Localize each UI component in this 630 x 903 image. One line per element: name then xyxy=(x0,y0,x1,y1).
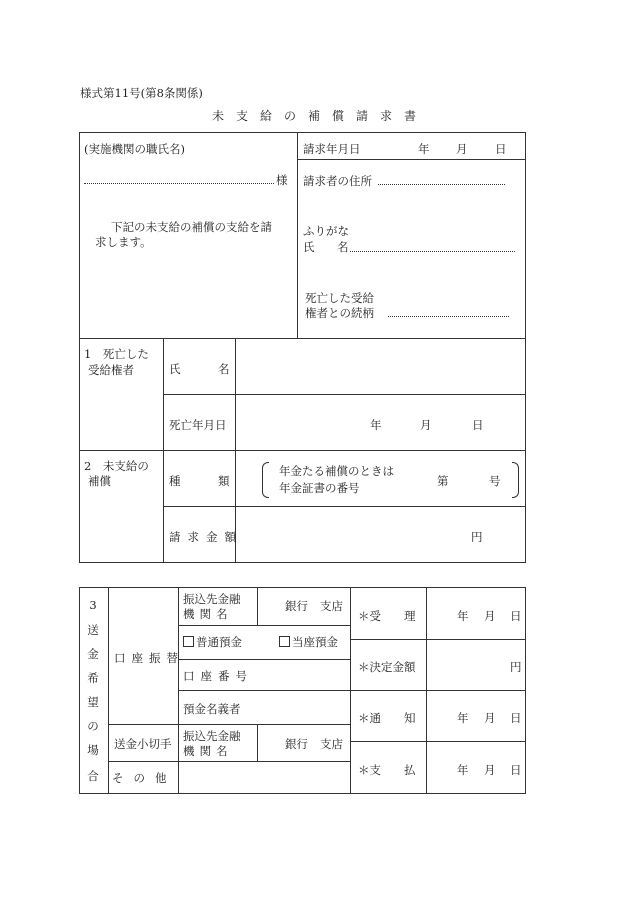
right-bracket xyxy=(512,462,519,498)
deceased-name-field[interactable] xyxy=(237,340,523,392)
relation-field[interactable] xyxy=(388,316,509,317)
payment-month: 月 xyxy=(484,763,496,777)
notice-label: ＊通 知 xyxy=(358,711,416,725)
payment-label: ＊支 払 xyxy=(358,763,416,777)
account-number-label: 口座番号 xyxy=(183,669,253,683)
section3-title-char-1: 送 xyxy=(87,623,99,637)
receipt-label: ＊受 理 xyxy=(358,609,416,623)
type-label-1: 種 xyxy=(169,474,181,488)
request-date-day: 日 xyxy=(495,142,507,156)
remittance-check-label: 送金小切手 xyxy=(114,737,172,751)
pension-go: 号 xyxy=(489,474,501,488)
receipt-month: 月 xyxy=(484,609,496,623)
section3-title-char-2: 金 xyxy=(87,647,99,661)
death-date-year: 年 xyxy=(370,418,382,432)
death-date-month: 月 xyxy=(420,418,432,432)
request-text-line1: 下記の未支給の補償の支給を請 xyxy=(111,220,272,234)
check-bank-label-2: 機関名 xyxy=(183,744,233,758)
account-holder-field[interactable] xyxy=(258,692,348,723)
section2-title-2: 補償 xyxy=(88,474,111,488)
deceased-name-label-2: 名 xyxy=(218,362,230,376)
death-date-label: 死亡年月日 xyxy=(169,418,227,432)
ordinary-deposit-option[interactable] xyxy=(183,634,242,650)
ordinary-deposit-label: 普通預金 xyxy=(196,635,242,649)
current-deposit-checkbox[interactable] xyxy=(279,636,290,647)
bank-label-1: 振込先金融 xyxy=(183,592,241,606)
claimant-name-label-2: 名 xyxy=(337,240,349,254)
bank-suffix: 銀行 xyxy=(285,599,308,613)
claimant-name-field[interactable] xyxy=(350,251,515,252)
decided-amount-label: ＊決定金額 xyxy=(358,660,416,674)
other-field[interactable] xyxy=(180,763,348,792)
relation-label-1: 死亡した受給 xyxy=(305,291,374,305)
section3-title-char-0: 3 xyxy=(89,598,97,612)
section2-title-1: 2 未支給の xyxy=(84,459,149,473)
sama-label: 様 xyxy=(276,173,288,187)
request-date-label: 請求年月日 xyxy=(303,142,361,156)
section1-title-1: 1 死亡した xyxy=(84,347,149,361)
decided-amount-yen: 円 xyxy=(510,660,522,674)
current-deposit-option[interactable] xyxy=(279,634,338,650)
pension-note-2: 年金証書の番号 xyxy=(279,481,360,495)
bank-label-2: 機関名 xyxy=(183,607,233,621)
account-holder-label: 預金名義者 xyxy=(183,702,241,716)
claim-amount-field[interactable] xyxy=(237,508,467,560)
section3-title-char-6: 場 xyxy=(87,743,99,757)
address-label: 請求者の住所 xyxy=(303,174,372,188)
request-date-year: 年 xyxy=(418,142,430,156)
section3-title-char-4: 望 xyxy=(87,695,99,709)
deceased-name-label-1: 氏 xyxy=(169,362,181,376)
other-label: その他 xyxy=(112,771,177,785)
account-number-field[interactable] xyxy=(258,661,348,689)
agency-label: (実施機関の職氏名) xyxy=(84,142,185,156)
death-date-day: 日 xyxy=(472,418,484,432)
type-label-2: 類 xyxy=(218,474,230,488)
check-branch-suffix: 支店 xyxy=(320,737,343,751)
receipt-year: 年 xyxy=(457,609,469,623)
request-date-month: 月 xyxy=(456,142,468,156)
section3-title-char-3: 希 xyxy=(87,671,99,685)
claim-amount-label: 請求金額 xyxy=(169,530,243,544)
relation-label-2: 権者との続柄 xyxy=(305,306,374,320)
address-field[interactable] xyxy=(378,184,505,185)
left-bracket xyxy=(262,462,269,498)
agency-name-field[interactable] xyxy=(84,183,274,184)
section3-title-char-7: 合 xyxy=(87,769,99,783)
form-title: 未支給の補償請求書 xyxy=(212,109,429,123)
account-transfer-label: 口座振替 xyxy=(114,651,184,665)
furigana-label: ふりがな xyxy=(303,224,349,238)
notice-year: 年 xyxy=(457,711,469,725)
receipt-day: 日 xyxy=(510,609,522,623)
form-number: 様式第11号(第8条関係) xyxy=(80,86,203,100)
ordinary-deposit-checkbox[interactable] xyxy=(183,636,194,647)
payment-day: 日 xyxy=(510,763,522,777)
pension-note-1: 年金たる補償のときは xyxy=(279,464,394,478)
current-deposit-label: 当座預金 xyxy=(292,635,338,649)
pension-dai: 第 xyxy=(437,474,449,488)
section1-title-2: 受給権者 xyxy=(88,363,134,377)
payment-year: 年 xyxy=(457,763,469,777)
check-bank-suffix: 銀行 xyxy=(285,737,308,751)
notice-day: 日 xyxy=(510,711,522,725)
branch-suffix: 支店 xyxy=(320,599,343,613)
check-bank-label-1: 振込先金融 xyxy=(183,729,241,743)
request-text-line2: 求します。 xyxy=(95,235,152,249)
claim-amount-yen: 円 xyxy=(471,530,483,544)
section3-title-char-5: の xyxy=(87,719,99,733)
claimant-name-label-1: 氏 xyxy=(303,240,315,254)
notice-month: 月 xyxy=(484,711,496,725)
